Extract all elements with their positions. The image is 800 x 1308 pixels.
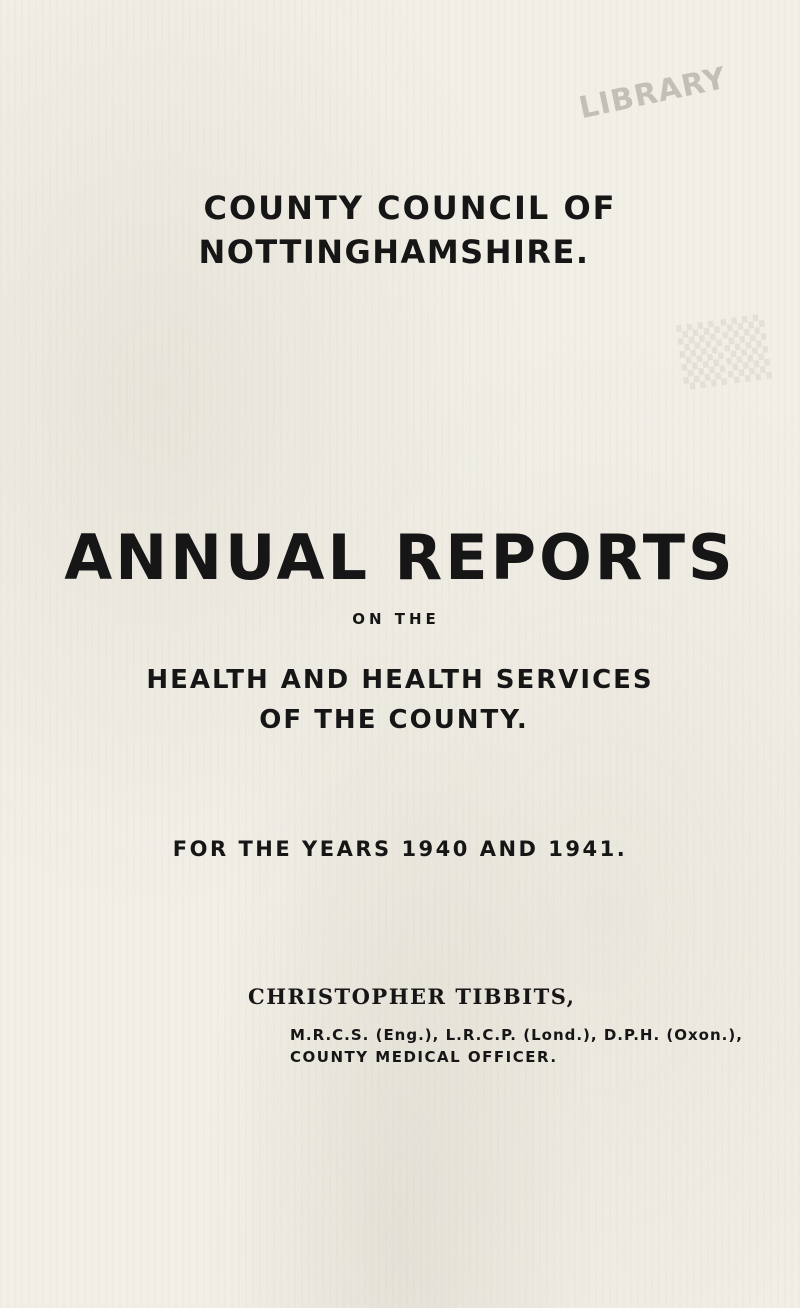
show-through-bleed: ▒▒ [675, 314, 775, 391]
page-title: ANNUAL REPORTS [64, 521, 736, 594]
subject-line-2: OF THE COUNTY. [259, 705, 529, 735]
report-period: FOR THE YEARS 1940 AND 1941. [172, 837, 628, 861]
subject-line-1: HEALTH AND HEALTH SERVICES [146, 665, 654, 695]
title-connector: ON THE [352, 610, 440, 628]
officer-title: COUNTY MEDICAL OFFICER. [290, 1048, 558, 1066]
library-stamp: LIBRARY [575, 60, 730, 127]
council-heading: COUNTY COUNCIL OF [203, 189, 617, 227]
officer-qualifications: M.R.C.S. (Eng.), L.R.C.P. (Lond.), D.P.H. (Oxon.), [290, 1026, 743, 1044]
officer-name: CHRISTOPHER TIBBITS, [248, 984, 576, 1009]
county-name: NOTTINGHAMSHIRE. [198, 233, 590, 271]
